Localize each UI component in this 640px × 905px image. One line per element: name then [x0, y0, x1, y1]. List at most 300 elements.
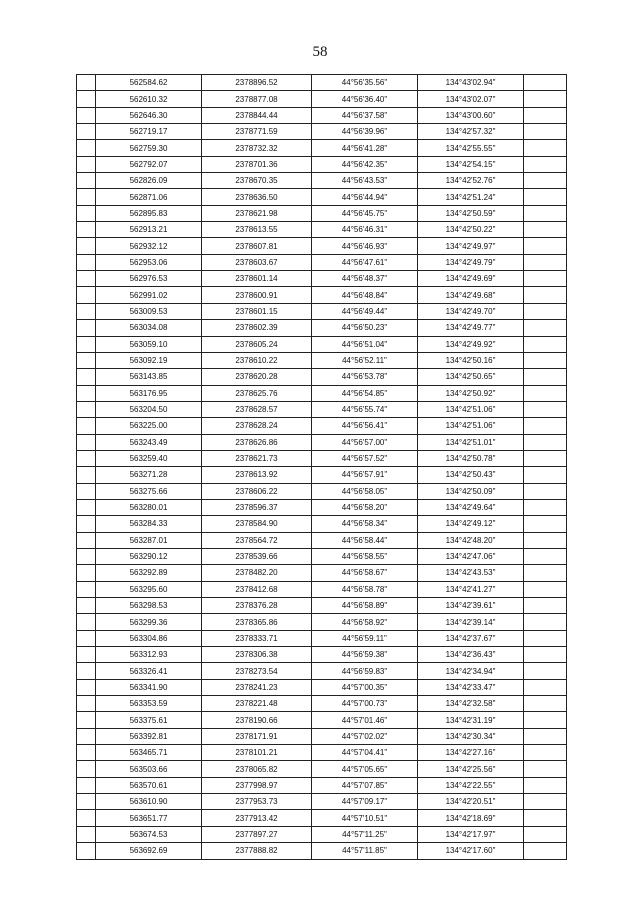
latitude-cell: 44°56'48.84"	[312, 287, 418, 303]
y-coordinate-cell: 2377888.82	[202, 843, 312, 859]
latitude-cell: 44°57'11.25"	[312, 826, 418, 842]
x-coordinate-cell: 563059.10	[96, 336, 202, 352]
table-row	[77, 352, 567, 368]
y-coordinate-cell: 2377953.73	[202, 794, 312, 810]
x-coordinate-cell: 563326.41	[96, 663, 202, 679]
blank-tail-cell	[524, 222, 567, 238]
longitude-cell: 134°42'55.55"	[418, 140, 524, 156]
x-coordinate-cell: 563674.53	[96, 826, 202, 842]
latitude-cell: 44°56'59.11"	[312, 630, 418, 646]
x-coordinate-cell: 562759.30	[96, 140, 202, 156]
y-coordinate-cell: 2378602.39	[202, 320, 312, 336]
blank-lead-cell	[77, 401, 96, 417]
blank-tail-cell	[524, 75, 567, 91]
y-coordinate-cell: 2378896.52	[202, 75, 312, 91]
y-coordinate-cell: 2378625.76	[202, 385, 312, 401]
blank-lead-cell	[77, 467, 96, 483]
latitude-cell: 44°56'51.04"	[312, 336, 418, 352]
x-coordinate-cell: 563304.86	[96, 630, 202, 646]
blank-lead-cell	[77, 189, 96, 205]
blank-tail-cell	[524, 696, 567, 712]
y-coordinate-cell: 2378610.22	[202, 352, 312, 368]
y-coordinate-cell: 2378221.48	[202, 696, 312, 712]
x-coordinate-cell: 563259.40	[96, 450, 202, 466]
blank-lead-cell	[77, 516, 96, 532]
table-row	[77, 303, 567, 319]
blank-lead-cell	[77, 271, 96, 287]
blank-tail-cell	[524, 385, 567, 401]
blank-tail-cell	[524, 189, 567, 205]
x-coordinate-cell: 562610.32	[96, 91, 202, 107]
latitude-cell: 44°56'45.75"	[312, 205, 418, 221]
longitude-cell: 134°42'17.97"	[418, 826, 524, 842]
blank-lead-cell	[77, 499, 96, 515]
latitude-cell: 44°56'58.67"	[312, 565, 418, 581]
longitude-cell: 134°43'02.94"	[418, 75, 524, 91]
longitude-cell: 134°42'32.58"	[418, 696, 524, 712]
blank-tail-cell	[524, 287, 567, 303]
latitude-cell: 44°56'46.93"	[312, 238, 418, 254]
blank-tail-cell	[524, 91, 567, 107]
longitude-cell: 134°42'57.32"	[418, 124, 524, 140]
blank-tail-cell	[524, 401, 567, 417]
longitude-cell: 134°42'17.60"	[418, 843, 524, 859]
latitude-cell: 44°57'01.46"	[312, 712, 418, 728]
blank-tail-cell	[524, 467, 567, 483]
x-coordinate-cell: 563143.85	[96, 369, 202, 385]
table-row	[77, 238, 567, 254]
longitude-cell: 134°42'20.51"	[418, 794, 524, 810]
x-coordinate-cell: 563009.53	[96, 303, 202, 319]
table-row	[77, 712, 567, 728]
latitude-cell: 44°57'07.85"	[312, 777, 418, 793]
longitude-cell: 134°42'49.64"	[418, 499, 524, 515]
x-coordinate-cell: 562895.83	[96, 205, 202, 221]
blank-tail-cell	[524, 663, 567, 679]
x-coordinate-cell: 562871.06	[96, 189, 202, 205]
blank-tail-cell	[524, 712, 567, 728]
latitude-cell: 44°56'53.78"	[312, 369, 418, 385]
blank-lead-cell	[77, 254, 96, 270]
y-coordinate-cell: 2378241.23	[202, 679, 312, 695]
latitude-cell: 44°56'42.35"	[312, 156, 418, 172]
x-coordinate-cell: 563284.33	[96, 516, 202, 532]
latitude-cell: 44°56'59.83"	[312, 663, 418, 679]
blank-lead-cell	[77, 598, 96, 614]
latitude-cell: 44°56'56.41"	[312, 418, 418, 434]
x-coordinate-cell: 563292.89	[96, 565, 202, 581]
y-coordinate-cell: 2377913.42	[202, 810, 312, 826]
blank-tail-cell	[524, 516, 567, 532]
table-row	[77, 532, 567, 548]
blank-tail-cell	[524, 499, 567, 515]
x-coordinate-cell: 563290.12	[96, 548, 202, 564]
y-coordinate-cell: 2378306.38	[202, 647, 312, 663]
blank-lead-cell	[77, 140, 96, 156]
x-coordinate-cell: 563392.81	[96, 728, 202, 744]
x-coordinate-cell: 563503.66	[96, 761, 202, 777]
latitude-cell: 44°56'37.58"	[312, 107, 418, 123]
latitude-cell: 44°56'46.31"	[312, 222, 418, 238]
longitude-cell: 134°42'33.47"	[418, 679, 524, 695]
longitude-cell: 134°42'51.06"	[418, 418, 524, 434]
y-coordinate-cell: 2378412.68	[202, 581, 312, 597]
table-row	[77, 91, 567, 107]
blank-tail-cell	[524, 728, 567, 744]
longitude-cell: 134°43'02.07"	[418, 91, 524, 107]
table-row	[77, 516, 567, 532]
latitude-cell: 44°56'47.61"	[312, 254, 418, 270]
table-row	[77, 401, 567, 417]
blank-tail-cell	[524, 810, 567, 826]
longitude-cell: 134°42'49.12"	[418, 516, 524, 532]
y-coordinate-cell: 2377998.97	[202, 777, 312, 793]
y-coordinate-cell: 2378273.54	[202, 663, 312, 679]
blank-lead-cell	[77, 352, 96, 368]
x-coordinate-cell: 562646.30	[96, 107, 202, 123]
blank-tail-cell	[524, 140, 567, 156]
latitude-cell: 44°56'39.96"	[312, 124, 418, 140]
x-coordinate-cell: 563353.59	[96, 696, 202, 712]
y-coordinate-cell: 2378732.32	[202, 140, 312, 156]
longitude-cell: 134°42'37.67"	[418, 630, 524, 646]
blank-tail-cell	[524, 548, 567, 564]
longitude-cell: 134°42'48.20"	[418, 532, 524, 548]
latitude-cell: 44°57'11.85"	[312, 843, 418, 859]
longitude-cell: 134°42'54.15"	[418, 156, 524, 172]
longitude-cell: 134°42'51.06"	[418, 401, 524, 417]
blank-lead-cell	[77, 173, 96, 189]
blank-tail-cell	[524, 205, 567, 221]
x-coordinate-cell: 562991.02	[96, 287, 202, 303]
blank-lead-cell	[77, 663, 96, 679]
blank-tail-cell	[524, 745, 567, 761]
table-row	[77, 189, 567, 205]
table-row	[77, 271, 567, 287]
longitude-cell: 134°42'49.97"	[418, 238, 524, 254]
table-row	[77, 336, 567, 352]
blank-lead-cell	[77, 369, 96, 385]
x-coordinate-cell: 563225.00	[96, 418, 202, 434]
y-coordinate-cell: 2378877.08	[202, 91, 312, 107]
latitude-cell: 44°56'58.78"	[312, 581, 418, 597]
longitude-cell: 134°42'51.01"	[418, 434, 524, 450]
blank-lead-cell	[77, 581, 96, 597]
longitude-cell: 134°42'51.24"	[418, 189, 524, 205]
latitude-cell: 44°56'58.34"	[312, 516, 418, 532]
latitude-cell: 44°56'50.23"	[312, 320, 418, 336]
y-coordinate-cell: 2378584.90	[202, 516, 312, 532]
latitude-cell: 44°56'48.37"	[312, 271, 418, 287]
longitude-cell: 134°42'50.78"	[418, 450, 524, 466]
y-coordinate-cell: 2378539.66	[202, 548, 312, 564]
y-coordinate-cell: 2378333.71	[202, 630, 312, 646]
longitude-cell: 134°42'52.76"	[418, 173, 524, 189]
y-coordinate-cell: 2378606.22	[202, 483, 312, 499]
blank-lead-cell	[77, 745, 96, 761]
blank-tail-cell	[524, 794, 567, 810]
longitude-cell: 134°42'39.61"	[418, 598, 524, 614]
table-row	[77, 826, 567, 842]
blank-tail-cell	[524, 565, 567, 581]
blank-lead-cell	[77, 434, 96, 450]
latitude-cell: 44°56'49.44"	[312, 303, 418, 319]
table-row	[77, 499, 567, 515]
x-coordinate-cell: 563341.90	[96, 679, 202, 695]
longitude-cell: 134°42'39.14"	[418, 614, 524, 630]
latitude-cell: 44°56'55.74"	[312, 401, 418, 417]
blank-tail-cell	[524, 630, 567, 646]
x-coordinate-cell: 563465.71	[96, 745, 202, 761]
blank-lead-cell	[77, 156, 96, 172]
blank-lead-cell	[77, 124, 96, 140]
latitude-cell: 44°56'35.56"	[312, 75, 418, 91]
latitude-cell: 44°56'57.91"	[312, 467, 418, 483]
y-coordinate-cell: 2378621.73	[202, 450, 312, 466]
latitude-cell: 44°57'09.17"	[312, 794, 418, 810]
x-coordinate-cell: 562792.07	[96, 156, 202, 172]
latitude-cell: 44°56'58.05"	[312, 483, 418, 499]
table-row	[77, 483, 567, 499]
longitude-cell: 134°42'49.69"	[418, 271, 524, 287]
blank-tail-cell	[524, 777, 567, 793]
blank-tail-cell	[524, 532, 567, 548]
table-row	[77, 107, 567, 123]
longitude-cell: 134°42'49.79"	[418, 254, 524, 270]
table-row	[77, 173, 567, 189]
longitude-cell: 134°43'00.60"	[418, 107, 524, 123]
latitude-cell: 44°57'04.41"	[312, 745, 418, 761]
blank-tail-cell	[524, 238, 567, 254]
table-row	[77, 369, 567, 385]
coordinates-table-body	[77, 75, 567, 860]
blank-tail-cell	[524, 271, 567, 287]
y-coordinate-cell: 2378771.59	[202, 124, 312, 140]
table-row	[77, 205, 567, 221]
blank-lead-cell	[77, 810, 96, 826]
longitude-cell: 134°42'22.55"	[418, 777, 524, 793]
blank-lead-cell	[77, 614, 96, 630]
blank-lead-cell	[77, 107, 96, 123]
blank-lead-cell	[77, 287, 96, 303]
latitude-cell: 44°57'00.35"	[312, 679, 418, 695]
table-row	[77, 630, 567, 646]
blank-tail-cell	[524, 450, 567, 466]
latitude-cell: 44°56'36.40"	[312, 91, 418, 107]
table-row	[77, 75, 567, 91]
blank-tail-cell	[524, 581, 567, 597]
y-coordinate-cell: 2378613.55	[202, 222, 312, 238]
latitude-cell: 44°56'58.89"	[312, 598, 418, 614]
blank-tail-cell	[524, 598, 567, 614]
longitude-cell: 134°42'18.69"	[418, 810, 524, 826]
blank-tail-cell	[524, 320, 567, 336]
blank-tail-cell	[524, 124, 567, 140]
latitude-cell: 44°56'41.28"	[312, 140, 418, 156]
x-coordinate-cell: 563570.61	[96, 777, 202, 793]
table-row	[77, 385, 567, 401]
coordinates-table	[76, 74, 567, 860]
x-coordinate-cell: 563312.93	[96, 647, 202, 663]
blank-lead-cell	[77, 336, 96, 352]
blank-tail-cell	[524, 107, 567, 123]
blank-lead-cell	[77, 679, 96, 695]
y-coordinate-cell: 2378670.35	[202, 173, 312, 189]
blank-lead-cell	[77, 712, 96, 728]
table-row	[77, 581, 567, 597]
longitude-cell: 134°42'34.94"	[418, 663, 524, 679]
latitude-cell: 44°57'05.65"	[312, 761, 418, 777]
longitude-cell: 134°42'49.70"	[418, 303, 524, 319]
y-coordinate-cell: 2378605.24	[202, 336, 312, 352]
table-row	[77, 761, 567, 777]
table-row	[77, 320, 567, 336]
y-coordinate-cell: 2378482.20	[202, 565, 312, 581]
latitude-cell: 44°56'59.38"	[312, 647, 418, 663]
latitude-cell: 44°56'58.92"	[312, 614, 418, 630]
y-coordinate-cell: 2378596.37	[202, 499, 312, 515]
blank-lead-cell	[77, 843, 96, 859]
table-row	[77, 794, 567, 810]
y-coordinate-cell: 2378613.92	[202, 467, 312, 483]
table-row	[77, 745, 567, 761]
table-row	[77, 254, 567, 270]
y-coordinate-cell: 2378171.91	[202, 728, 312, 744]
blank-tail-cell	[524, 761, 567, 777]
table-row	[77, 434, 567, 450]
x-coordinate-cell: 563176.95	[96, 385, 202, 401]
y-coordinate-cell: 2378065.82	[202, 761, 312, 777]
y-coordinate-cell: 2378636.50	[202, 189, 312, 205]
x-coordinate-cell: 563692.69	[96, 843, 202, 859]
table-row	[77, 679, 567, 695]
table-row	[77, 810, 567, 826]
longitude-cell: 134°42'49.68"	[418, 287, 524, 303]
longitude-cell: 134°42'43.53"	[418, 565, 524, 581]
blank-lead-cell	[77, 565, 96, 581]
longitude-cell: 134°42'50.59"	[418, 205, 524, 221]
blank-tail-cell	[524, 647, 567, 663]
latitude-cell: 44°57'00.73"	[312, 696, 418, 712]
latitude-cell: 44°57'10.51"	[312, 810, 418, 826]
latitude-cell: 44°56'44.94"	[312, 189, 418, 205]
x-coordinate-cell: 563092.19	[96, 352, 202, 368]
y-coordinate-cell: 2377897.27	[202, 826, 312, 842]
blank-lead-cell	[77, 728, 96, 744]
blank-lead-cell	[77, 91, 96, 107]
latitude-cell: 44°56'54.85"	[312, 385, 418, 401]
blank-tail-cell	[524, 303, 567, 319]
latitude-cell: 44°56'43.53"	[312, 173, 418, 189]
x-coordinate-cell: 563295.60	[96, 581, 202, 597]
y-coordinate-cell: 2378190.66	[202, 712, 312, 728]
table-row	[77, 647, 567, 663]
table-row	[77, 565, 567, 581]
blank-lead-cell	[77, 205, 96, 221]
x-coordinate-cell: 563375.61	[96, 712, 202, 728]
y-coordinate-cell: 2378620.28	[202, 369, 312, 385]
blank-lead-cell	[77, 548, 96, 564]
x-coordinate-cell: 562932.12	[96, 238, 202, 254]
y-coordinate-cell: 2378607.81	[202, 238, 312, 254]
blank-lead-cell	[77, 630, 96, 646]
y-coordinate-cell: 2378628.24	[202, 418, 312, 434]
longitude-cell: 134°42'25.56"	[418, 761, 524, 777]
longitude-cell: 134°42'50.92"	[418, 385, 524, 401]
blank-tail-cell	[524, 483, 567, 499]
blank-lead-cell	[77, 777, 96, 793]
x-coordinate-cell: 563275.66	[96, 483, 202, 499]
longitude-cell: 134°42'36.43"	[418, 647, 524, 663]
longitude-cell: 134°42'47.06"	[418, 548, 524, 564]
table-row	[77, 287, 567, 303]
y-coordinate-cell: 2378626.86	[202, 434, 312, 450]
longitude-cell: 134°42'50.65"	[418, 369, 524, 385]
latitude-cell: 44°57'02.02"	[312, 728, 418, 744]
x-coordinate-cell: 563287.01	[96, 532, 202, 548]
blank-tail-cell	[524, 173, 567, 189]
x-coordinate-cell: 563298.53	[96, 598, 202, 614]
y-coordinate-cell: 2378621.98	[202, 205, 312, 221]
table-row	[77, 548, 567, 564]
blank-lead-cell	[77, 303, 96, 319]
y-coordinate-cell: 2378376.28	[202, 598, 312, 614]
blank-tail-cell	[524, 156, 567, 172]
longitude-cell: 134°42'50.43"	[418, 467, 524, 483]
blank-lead-cell	[77, 696, 96, 712]
y-coordinate-cell: 2378601.14	[202, 271, 312, 287]
latitude-cell: 44°56'52.11"	[312, 352, 418, 368]
page-number: 58	[312, 44, 328, 60]
blank-lead-cell	[77, 385, 96, 401]
y-coordinate-cell: 2378101.21	[202, 745, 312, 761]
table-row	[77, 598, 567, 614]
x-coordinate-cell: 562913.21	[96, 222, 202, 238]
blank-lead-cell	[77, 320, 96, 336]
blank-lead-cell	[77, 483, 96, 499]
blank-lead-cell	[77, 532, 96, 548]
longitude-cell: 134°42'31.19"	[418, 712, 524, 728]
table-row	[77, 222, 567, 238]
table-row	[77, 156, 567, 172]
blank-lead-cell	[77, 761, 96, 777]
x-coordinate-cell: 563610.90	[96, 794, 202, 810]
x-coordinate-cell: 563271.28	[96, 467, 202, 483]
table-row	[77, 140, 567, 156]
table-row	[77, 124, 567, 140]
longitude-cell: 134°42'49.92"	[418, 336, 524, 352]
longitude-cell: 134°42'50.16"	[418, 352, 524, 368]
longitude-cell: 134°42'49.77"	[418, 320, 524, 336]
y-coordinate-cell: 2378844.44	[202, 107, 312, 123]
latitude-cell: 44°56'58.20"	[312, 499, 418, 515]
blank-tail-cell	[524, 254, 567, 270]
table-row	[77, 467, 567, 483]
latitude-cell: 44°56'57.00"	[312, 434, 418, 450]
x-coordinate-cell: 563243.49	[96, 434, 202, 450]
blank-lead-cell	[77, 450, 96, 466]
table-row	[77, 696, 567, 712]
blank-tail-cell	[524, 434, 567, 450]
blank-tail-cell	[524, 336, 567, 352]
y-coordinate-cell: 2378564.72	[202, 532, 312, 548]
x-coordinate-cell: 562584.62	[96, 75, 202, 91]
blank-lead-cell	[77, 794, 96, 810]
blank-lead-cell	[77, 826, 96, 842]
x-coordinate-cell: 563651.77	[96, 810, 202, 826]
x-coordinate-cell: 562953.06	[96, 254, 202, 270]
longitude-cell: 134°42'50.09"	[418, 483, 524, 499]
